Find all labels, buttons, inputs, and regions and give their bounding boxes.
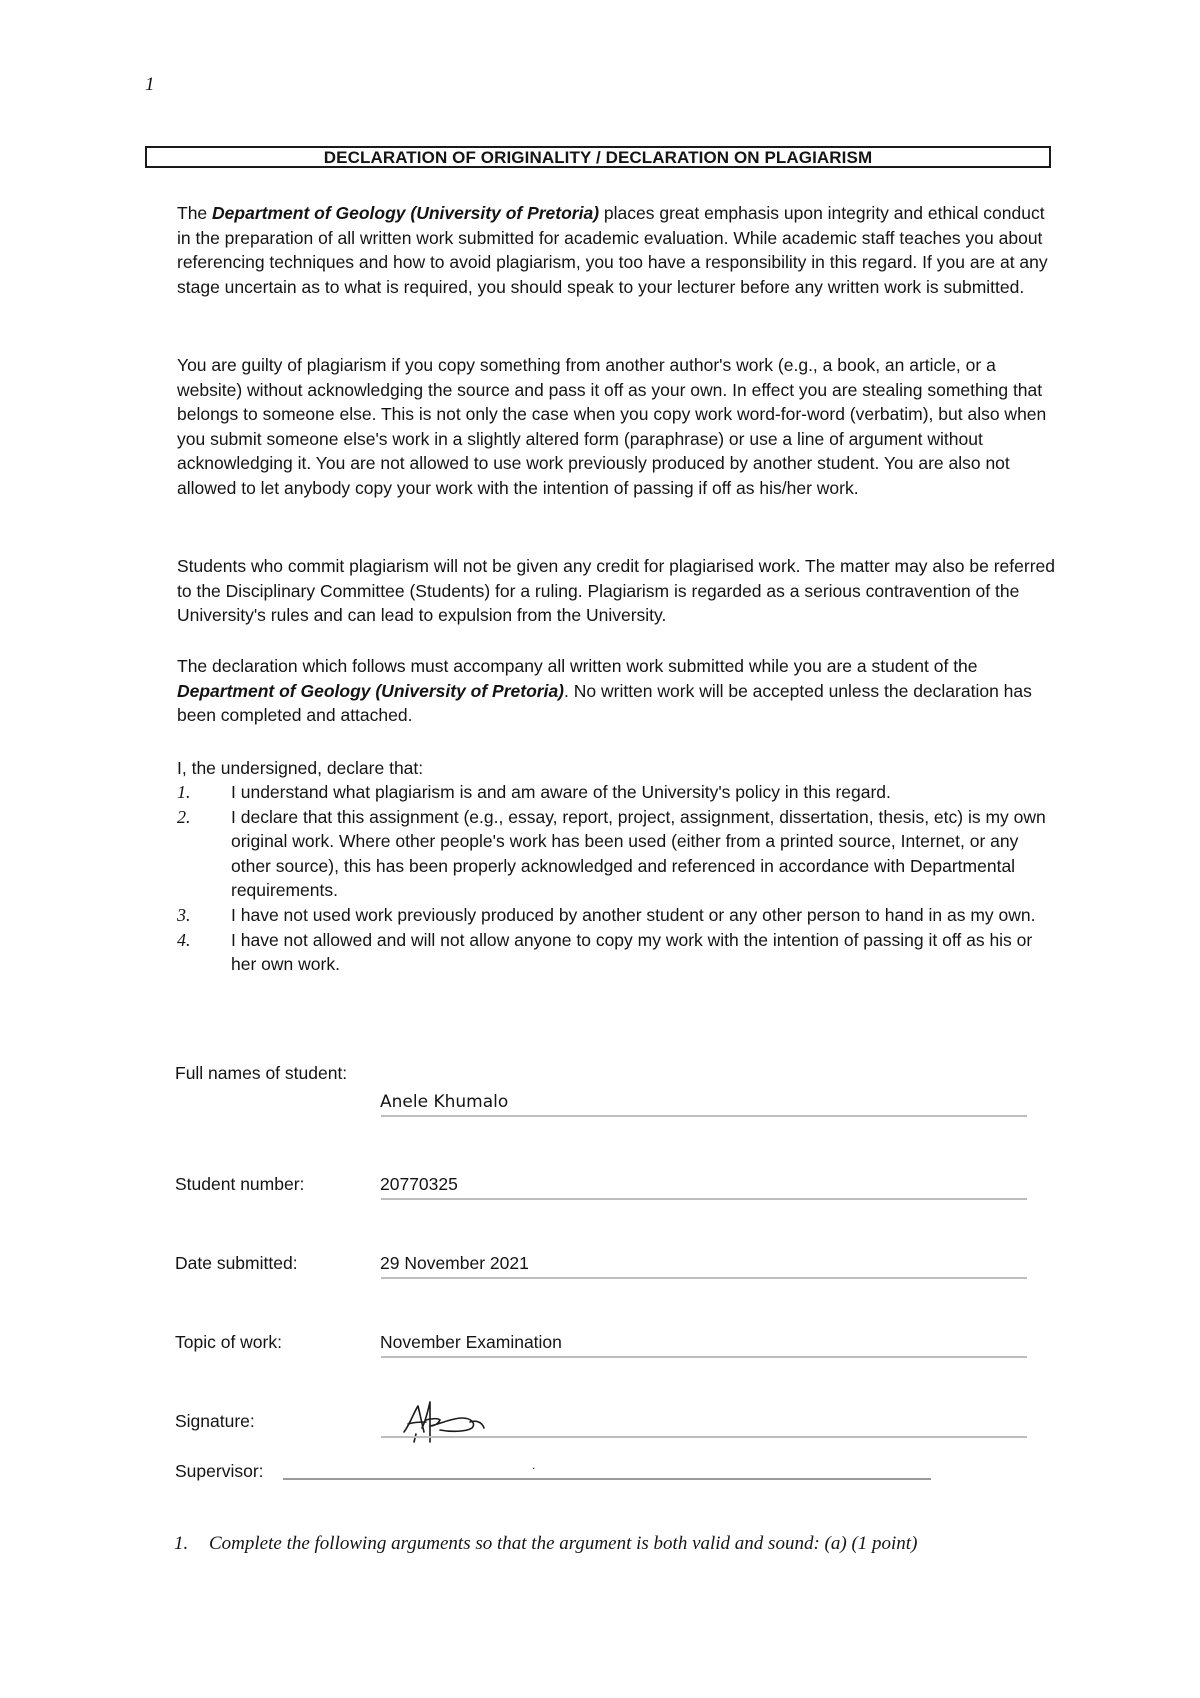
list-item-text: I have not used work previously produced by another student or any other person to hand in as my own. — [231, 904, 1036, 925]
declaration-requirement-paragraph — [177, 654, 1057, 728]
student-number-line — [381, 1198, 1027, 1200]
department-name: Department of Geology (University of Pretoria) — [212, 203, 600, 223]
list-item-number: 1. — [177, 782, 191, 802]
full-names-value: Anele Khumalo — [380, 1092, 509, 1112]
list-item-number: 2. — [177, 806, 191, 827]
intro-text-start: The — [177, 203, 213, 223]
list-item-number: 4. — [177, 929, 191, 950]
supervisor-dot: . — [532, 1458, 536, 1472]
declaration-intro: I, the undersigned, declare that: — [177, 758, 424, 778]
declaration-list — [177, 780, 1057, 977]
plagiarism-definition-paragraph: You are guilty of plagiarism if you copy something from another author's work (e.g., a book, an article, or a website) without acknowledging the source and pass it off as your own. In effect you are stealing something that belongs to someone else. This is not only the case when you copy work word-for-word (verbatim), but also when you submit someone else's work in a slightly altered form (paraphrase) or use a line of argument without acknowledging it. You are not allowed to use work previously produced by another student. You are also not allowed to let anybody copy your work with the intention of passing if off as his/her work. — [177, 355, 1047, 498]
student-number-label: Student number: — [175, 1174, 305, 1194]
student-number-value: 20770325 — [380, 1174, 458, 1194]
intro-text-rest: places great emphasis upon integrity and ethical conduct in the preparation of all written work submitted for academic evaluation. While academic staff teaches you about referencing techniques and how to avoid plagiarism, you too have a responsibility in this regard. If you are at any stage uncertain as to what is required, you should speak to your lecturer before any written work is submitted. — [177, 203, 1048, 297]
supervisor-line — [283, 1478, 931, 1480]
list-item — [177, 805, 1057, 903]
signature-line — [381, 1436, 1027, 1438]
list-item-text: I understand what plagiarism is and am aware of the University's policy in this regard. — [231, 782, 891, 802]
question-number: 1. — [174, 1533, 189, 1554]
requirement-text-rest: . No written work will be accepted unless the declaration has been completed and attached. — [177, 680, 1032, 726]
topic-value: November Examination — [380, 1332, 562, 1352]
list-item — [177, 780, 1057, 805]
date-submitted-value: 29 November 2021 — [380, 1253, 529, 1273]
requirement-text-start: The declaration which follows must accompany all written work submitted while you are a student of the — [177, 656, 978, 676]
department-name: Department of Geology (University of Pretoria) — [177, 680, 565, 701]
full-names-line — [381, 1115, 1027, 1117]
date-submitted-label: Date submitted: — [175, 1253, 298, 1273]
date-submitted-line — [381, 1277, 1027, 1279]
list-item-text: I have not allowed and will not allow anyone to copy my work with the intention of passing it off as his or her own work. — [231, 929, 1033, 975]
declaration-title: DECLARATION OF ORIGINALITY / DECLARATION ON PLAGIARISM — [145, 146, 1051, 168]
list-item — [177, 928, 1057, 977]
consequences-paragraph: Students who commit plagiarism will not be given any credit for plagiarised work. The matter may also be referred to the Disciplinary Committee (Students) for a ruling. Plagiarism is regarded as a serious contravention of the University's rules and can lead to expulsion from the University. — [177, 556, 1055, 626]
list-item — [177, 903, 1057, 928]
question-text: Complete the following arguments so that the argument is both valid and sound: (a) (1 point) — [209, 1533, 918, 1554]
signature-label: Signature: — [175, 1411, 255, 1431]
full-names-label: Full names of student: — [175, 1063, 348, 1083]
topic-line — [381, 1356, 1027, 1358]
question-1 — [174, 1532, 917, 1556]
supervisor-label: Supervisor: — [175, 1461, 264, 1481]
intro-paragraph — [177, 201, 1057, 299]
topic-label: Topic of work: — [175, 1332, 282, 1352]
list-item-number: 3. — [177, 904, 191, 925]
list-item-text: I declare that this assignment (e.g., essay, report, project, assignment, dissertation, thesis, etc) is my own original work. Where other people's work has been used (either from a printed source, Internet, or any other source), this has been properly acknowledged and referenced in accordance with Departmental requirements. — [231, 806, 1046, 901]
page-number: 1 — [145, 74, 155, 95]
